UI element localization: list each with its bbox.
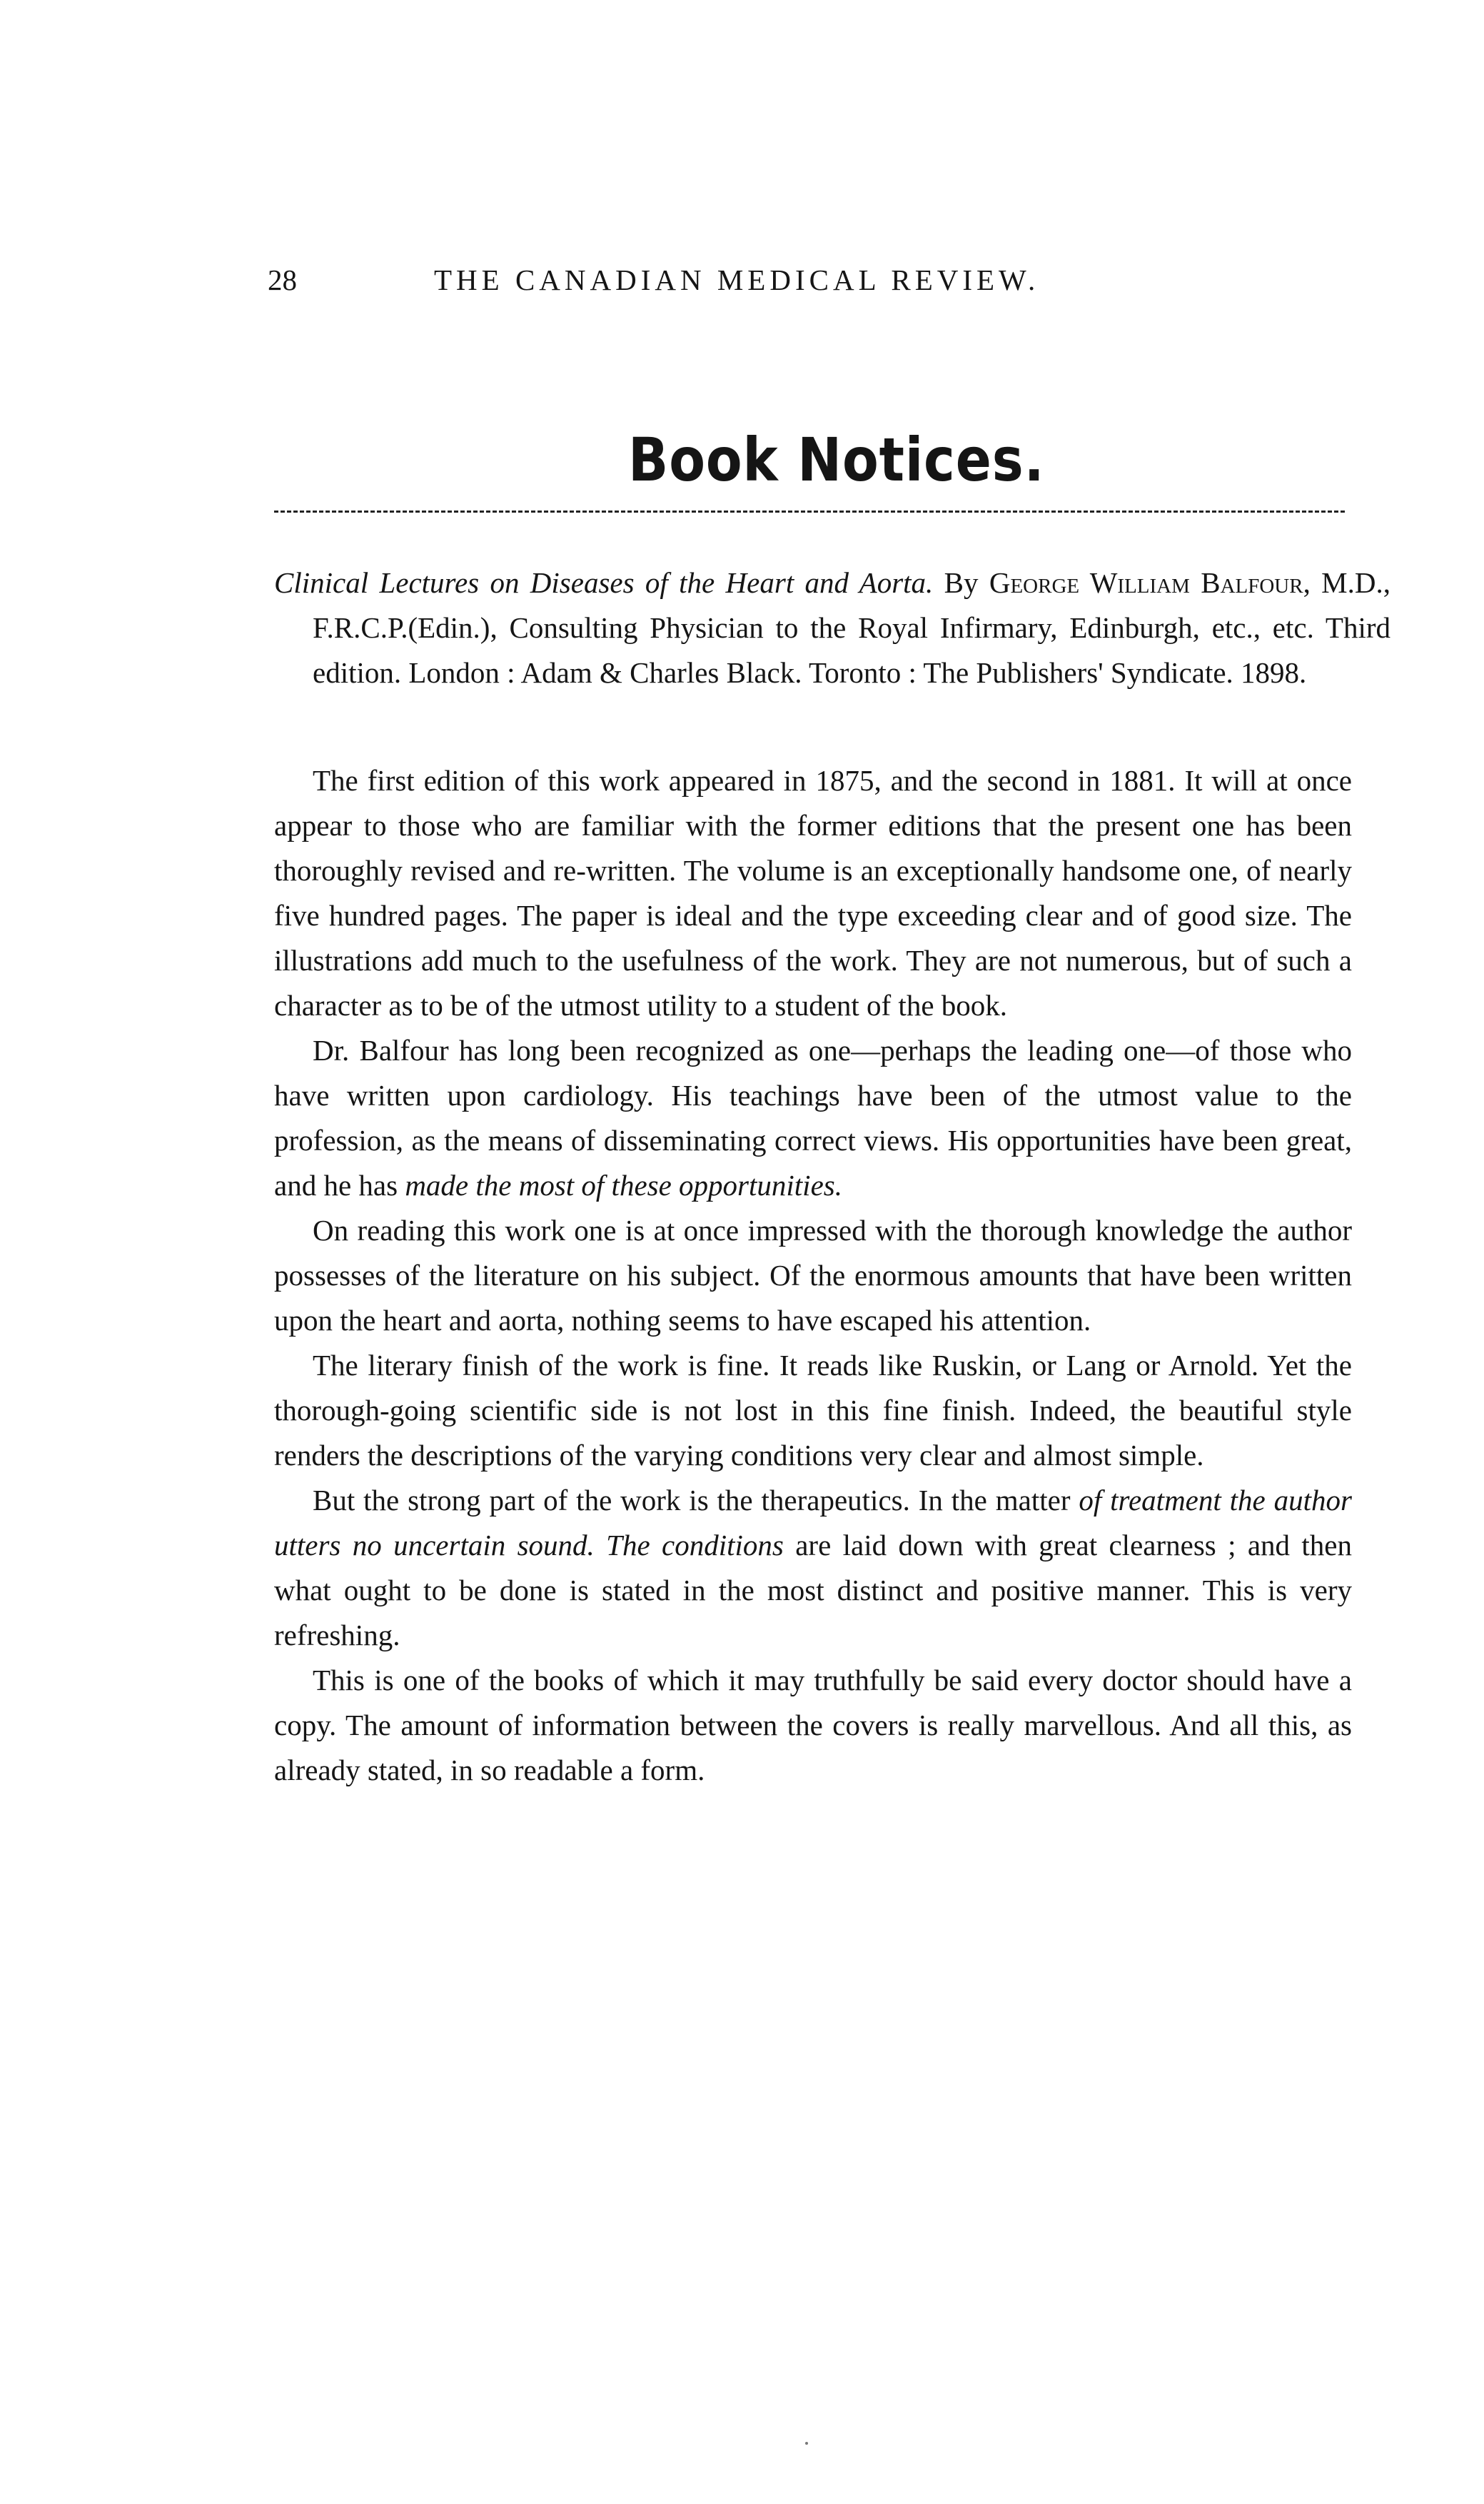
citation-details: , M.D., F.R.C.P.(Edin.), Consulting Physician to the Royal Infirmary, Edinburgh, etc., etc. Third edition. London : Adam & Charles Black. Toronto : The Publishers' Syndicate. 1898. bbox=[313, 566, 1390, 689]
paragraph-1: The first edition of this work appeared in 1875, and the second in 1881. It will at once appear to those who are familiar with the former editions that the present one has been thoroughly revised and re-written. The volume is an exceptionally handsome one, of nearly five hundred pages. The paper is ideal and the type exceeding clear and of good size. The illustrations add much to the usefulness of the work. They are not numerous, but of such a character as to be of the utmost utility to a student of the book. bbox=[274, 764, 1352, 1022]
section-title: Book Notices. bbox=[628, 425, 1045, 495]
book-citation bbox=[274, 560, 1390, 695]
paragraph-2-text: Dr. Balfour has long been recognized as one—perhaps the leading one—of those who have written upon cardiology. His teachings have been of the utmost value to the profession, as the means of disseminating correct views. His opportunities have been great, and he has bbox=[274, 1034, 1352, 1202]
citation-by: By bbox=[944, 566, 979, 599]
paragraph-6: This is one of the books of which it may truthfully be said every doctor should have a copy. The amount of information between the covers is really marvellous. And all this, as already stated, in so readable a form. bbox=[274, 1664, 1352, 1786]
book-author: George William Balfour bbox=[989, 566, 1303, 599]
book-title: Clinical Lectures on Diseases of the Heart and Aorta. bbox=[274, 566, 934, 599]
paragraph-5 bbox=[274, 1478, 1352, 1658]
paragraph-5-rest: are laid down with great clearness ; and then what ought to be done is stated in the most distinct and positive manner. This is very refreshing. bbox=[274, 1529, 1352, 1651]
running-head bbox=[268, 263, 1224, 306]
journal-title: THE CANADIAN MEDICAL REVIEW. bbox=[434, 263, 1040, 296]
paragraph-2-italic: made the most of these opportunities. bbox=[405, 1169, 842, 1202]
page-number: 28 bbox=[268, 263, 297, 296]
paragraph-5-text: But the strong part of the work is the therapeutics. In the matter bbox=[313, 1484, 1079, 1517]
paragraph-3: On reading this work one is at once impressed with the thorough knowledge the author possesses of the literature on his subject. Of the enormous amounts that have been written upon the heart and aorta, nothing seems to have escaped his attention. bbox=[274, 1214, 1352, 1337]
paragraph-2 bbox=[274, 1028, 1352, 1208]
paragraph-4: The literary finish of the work is fine. It reads like Ruskin, or Lang or Arnold. Yet the thorough-going scientific side is not lost in this fine finish. Indeed, the beautiful style renders the descriptions of the varying conditions very clear and almost simple. bbox=[274, 1349, 1352, 1472]
review-body bbox=[274, 758, 1352, 1793]
section-divider bbox=[274, 511, 1345, 513]
paragraph-5-italic: of treatment the author utters no uncertain sound. The conditions bbox=[274, 1484, 1352, 1562]
print-speck bbox=[805, 2442, 808, 2445]
